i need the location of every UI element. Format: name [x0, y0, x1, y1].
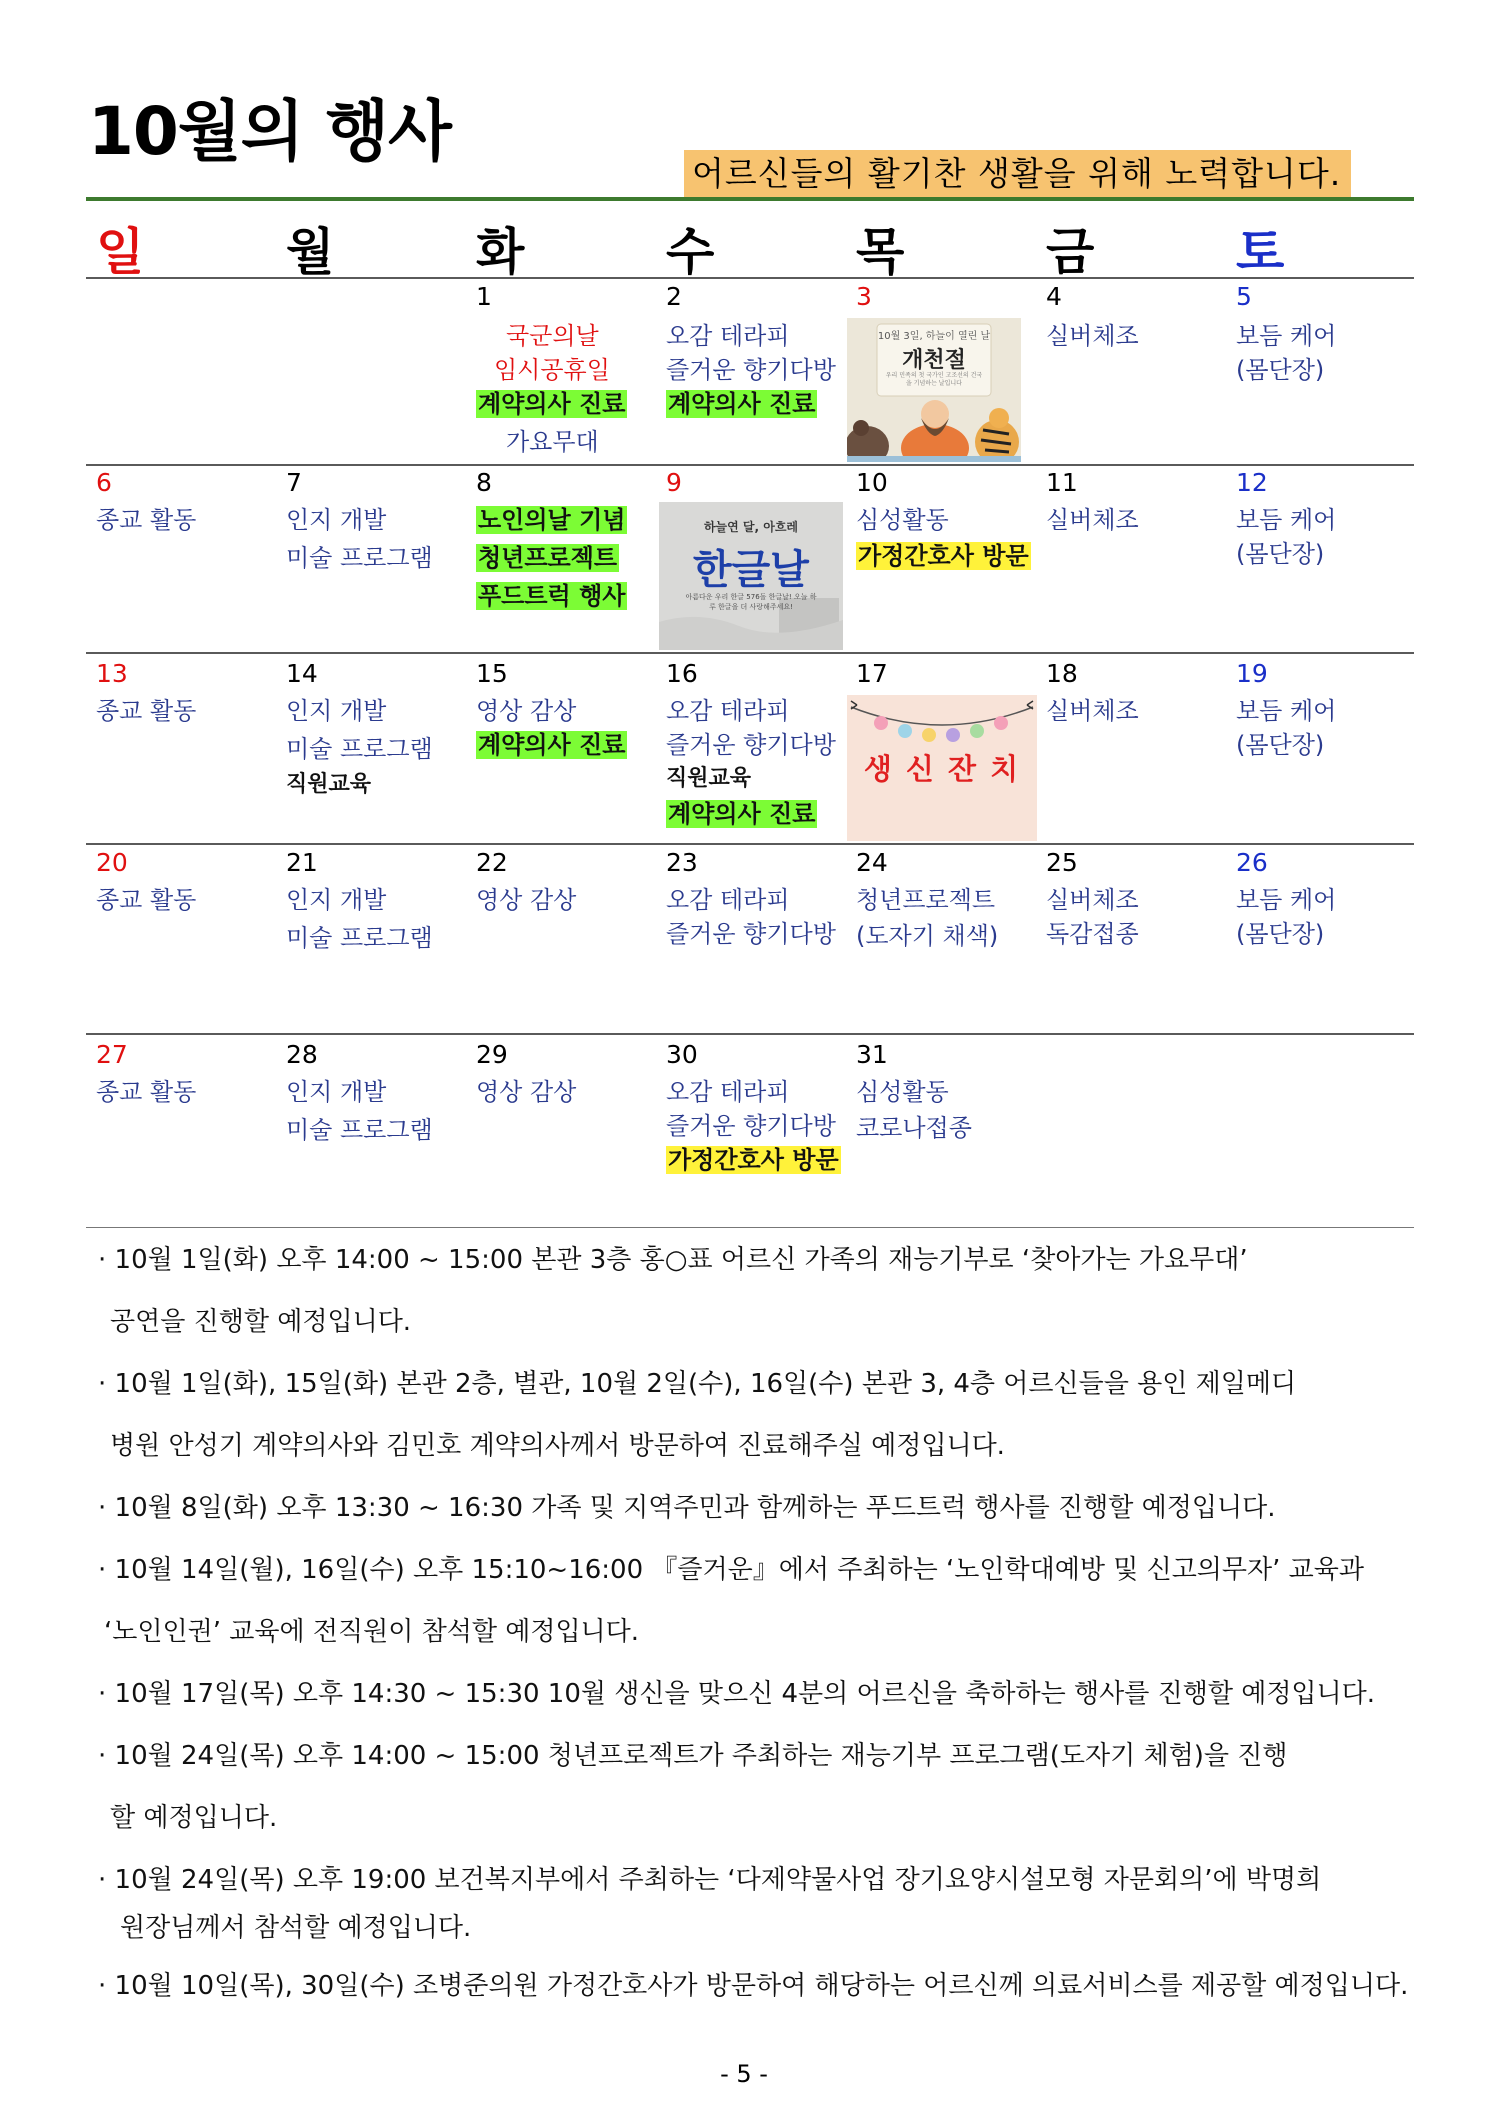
day-cell — [276, 1040, 466, 1220]
event-item: 인지 개발 — [286, 886, 387, 914]
event-item: 미술 프로그램 — [286, 1116, 433, 1144]
gaecheonjeol-poster — [847, 318, 1021, 462]
day-number: 6 — [96, 468, 112, 497]
day-cell — [466, 659, 656, 843]
event-item: 인지 개발 — [286, 697, 387, 725]
poster-headline: 생 신 잔 치 — [863, 752, 1021, 786]
event-item: 오감 테라피 — [666, 697, 790, 725]
event-doctor: 계약의사 진료 — [478, 731, 626, 759]
event-item: 종교 활동 — [96, 506, 197, 534]
day-cell — [1226, 848, 1416, 1033]
event-item: 보듬 케어 — [1236, 697, 1337, 725]
event-item: 보듬 케어 — [1236, 322, 1337, 350]
weekday-fri: 금 — [1046, 223, 1095, 281]
event-item: 미술 프로그램 — [286, 544, 433, 572]
event-item: (몸단장) — [1236, 731, 1325, 759]
note-line: ‘노인인권’ 교육에 전직원이 참석할 예정입니다. — [104, 1617, 640, 1647]
row-divider — [86, 652, 1414, 654]
birthday-party-poster — [847, 695, 1037, 841]
row-divider — [86, 1033, 1414, 1035]
weekday-sun: 일 — [96, 223, 145, 281]
event-special: 청년프로젝트 — [478, 544, 618, 572]
day-cell — [466, 282, 656, 464]
event-doctor: 계약의사 진료 — [478, 390, 626, 418]
event-item: 즐거운 향기다방 — [666, 920, 836, 948]
event-item: 실버체조 — [1046, 506, 1139, 534]
event-item: 영상 감상 — [476, 886, 577, 914]
note-line: · 10월 17일(목) 오후 14:30 ~ 15:30 10월 생신을 맞으신 4분의 어르신을 축하하는 행사를 진행할 예정입니다. — [98, 1679, 1376, 1709]
day-cell — [86, 468, 276, 652]
note-line: · 10월 1일(화) 오후 14:00 ~ 15:00 본관 3층 홍○표 어르신 가족의 재능기부로 ‘찾아가는 가요무대’ — [98, 1245, 1248, 1275]
event-doctor: 계약의사 진료 — [668, 390, 816, 418]
day-cell — [656, 468, 846, 652]
note-line: · 10월 24일(목) 오후 14:00 ~ 15:00 청년프로젝트가 주최하는 재능기부 프로그램(도자기 체험)을 진행 — [98, 1741, 1288, 1771]
weekday-tue: 화 — [476, 223, 525, 281]
event-staff: 직원교육 — [666, 766, 752, 791]
day-number: 31 — [856, 1040, 888, 1069]
day-number: 15 — [476, 659, 508, 688]
note-line: · 10월 1일(화), 15일(화) 본관 2층, 별관, 10월 2일(수), 16일(수) 본관 3, 4층 어르신들을 용인 제일메디 — [98, 1369, 1297, 1399]
day-number: 20 — [96, 848, 128, 877]
event-item: 오감 테라피 — [666, 886, 790, 914]
event-item: 종교 활동 — [96, 697, 197, 725]
day-number: 27 — [96, 1040, 128, 1069]
event-item: 즐거운 향기다방 — [666, 1112, 836, 1140]
event-item: 미술 프로그램 — [286, 735, 433, 763]
day-number: 2 — [666, 282, 682, 311]
day-cell — [86, 1040, 276, 1220]
calendar-week — [86, 468, 1414, 652]
poster-headline: 개천절 — [902, 348, 966, 373]
title-rule — [86, 197, 1414, 201]
day-number: 11 — [1046, 468, 1078, 497]
event-item: 청년프로젝트 — [856, 886, 996, 914]
day-number: 23 — [666, 848, 698, 877]
day-number: 21 — [286, 848, 318, 877]
day-number: 4 — [1046, 282, 1062, 311]
day-cell — [86, 659, 276, 843]
page-title: 10월의 행사 — [88, 93, 451, 170]
day-number: 8 — [476, 468, 492, 497]
event-notes — [86, 1227, 1414, 2001]
event-item: 인지 개발 — [286, 1078, 387, 1106]
day-number: 12 — [1236, 468, 1268, 497]
event-holiday: 임시공휴일 — [494, 356, 610, 384]
event-item: 보듬 케어 — [1236, 506, 1337, 534]
day-cell — [1036, 848, 1226, 1033]
day-number: 28 — [286, 1040, 318, 1069]
day-cell — [846, 468, 1036, 652]
day-cell — [846, 282, 1036, 464]
day-number: 13 — [96, 659, 128, 688]
event-special: 노인의날 기념 — [478, 506, 626, 534]
event-item: (도자기 채색) — [856, 922, 999, 950]
hangulnal-poster — [659, 502, 843, 650]
day-number: 30 — [666, 1040, 698, 1069]
day-cell — [276, 659, 466, 843]
event-item: 심성활동 — [856, 1078, 949, 1106]
day-number: 5 — [1236, 282, 1252, 311]
weekday-header — [86, 212, 1414, 281]
event-nurse: 가정간호사 방문 — [858, 542, 1029, 570]
note-line: · 10월 14일(월), 16일(수) 오후 15:10~16:00 『즐거운』에서 주최하는 ‘노인학대예방 및 신고의무자’ 교육과 — [98, 1555, 1365, 1585]
calendar-week — [86, 659, 1414, 843]
day-cell — [1036, 468, 1226, 652]
event-nurse: 가정간호사 방문 — [668, 1146, 839, 1174]
event-item: 오감 테라피 — [666, 1078, 790, 1106]
event-item: 실버체조 — [1046, 322, 1139, 350]
note-line: · 10월 8일(화) 오후 13:30 ~ 16:30 가족 및 지역주민과 함께하는 푸드트럭 행사를 진행할 예정입니다. — [98, 1493, 1276, 1523]
day-cell — [466, 848, 656, 1033]
event-doctor: 계약의사 진료 — [668, 800, 816, 828]
event-item: 보듬 케어 — [1236, 886, 1337, 914]
note-line: 공연을 진행할 예정입니다. — [110, 1307, 412, 1337]
day-number: 29 — [476, 1040, 508, 1069]
event-item: 코로나접종 — [856, 1114, 972, 1142]
day-cell — [1036, 282, 1226, 464]
day-cell — [846, 1040, 1036, 1220]
day-number: 9 — [666, 468, 682, 497]
day-number: 25 — [1046, 848, 1078, 877]
day-cell — [1226, 282, 1416, 464]
day-cell — [656, 848, 846, 1033]
event-item: 오감 테라피 — [666, 322, 790, 350]
event-staff: 직원교육 — [286, 772, 372, 797]
day-cell — [1226, 468, 1416, 652]
day-cell — [1226, 659, 1416, 843]
note-line: 병원 안성기 계약의사와 김민호 계약의사께서 방문하여 진료해주실 예정입니다. — [110, 1431, 1005, 1461]
page-subtitle: 어르신들의 활기찬 생활을 위해 노력합니다. — [684, 150, 1351, 198]
event-item: 영상 감상 — [476, 697, 577, 725]
day-cell — [656, 282, 846, 464]
event-item: 미술 프로그램 — [286, 924, 433, 952]
weekday-wed: 수 — [666, 223, 715, 281]
event-item: 종교 활동 — [96, 1078, 197, 1106]
event-holiday: 국군의날 — [506, 322, 599, 350]
event-item: 실버체조 — [1046, 697, 1139, 725]
weekday-thu: 목 — [856, 223, 905, 281]
event-item: 종교 활동 — [96, 886, 197, 914]
event-item: 독감접종 — [1046, 920, 1139, 948]
day-number: 18 — [1046, 659, 1078, 688]
day-number: 7 — [286, 468, 302, 497]
row-divider — [86, 277, 1414, 279]
note-line: · 10월 24일(목) 오후 19:00 보건복지부에서 주최하는 ‘다제약물사업 장기요양시설모형 자문회의’에 박명희 — [98, 1865, 1322, 1895]
day-number: 22 — [476, 848, 508, 877]
poster-caption: 하늘연 달, 아흐레 — [703, 520, 799, 534]
event-item: 실버체조 — [1046, 886, 1139, 914]
event-item: 심성활동 — [856, 506, 949, 534]
weekday-mon: 월 — [286, 223, 335, 281]
weekday-sat: 토 — [1236, 223, 1285, 281]
page-number: - 5 - — [720, 2060, 768, 2088]
day-cell — [846, 659, 1036, 843]
note-line: 원장님께서 참석할 예정입니다. — [120, 1913, 472, 1943]
event-item: (몸단장) — [1236, 356, 1325, 384]
day-cell — [656, 659, 846, 843]
day-number: 14 — [286, 659, 318, 688]
day-cell — [276, 468, 466, 652]
row-divider — [86, 464, 1414, 466]
poster-body: 아름다운 우리 한글 576돌 한글날! 오늘 하루 한글을 더 사랑해주세요! — [685, 593, 817, 611]
event-item: (몸단장) — [1236, 920, 1325, 948]
day-cell — [1036, 659, 1226, 843]
day-cell — [466, 468, 656, 652]
day-number: 1 — [476, 282, 492, 311]
day-cell — [846, 848, 1036, 1033]
day-number: 3 — [856, 282, 872, 311]
calendar-week — [86, 848, 1414, 1033]
day-number: 26 — [1236, 848, 1268, 877]
poster-caption: 10월 3일, 하늘이 열린 날 — [877, 331, 991, 342]
poster-body: 우리 민족의 첫 국가인 고조선의 건국을 기념하는 날입니다 — [885, 372, 983, 387]
day-cell — [276, 848, 466, 1033]
day-cell — [86, 848, 276, 1033]
event-item: 인지 개발 — [286, 506, 387, 534]
poster-headline: 한글날 — [693, 546, 809, 593]
day-number: 24 — [856, 848, 888, 877]
note-line: · 10월 10일(목), 30일(수) 조병준의원 가정간호사가 방문하여 해당하는 어르신께 의료서비스를 제공할 예정입니다. — [98, 1971, 1409, 2001]
event-item: (몸단장) — [1236, 540, 1325, 568]
day-cell — [656, 1040, 846, 1220]
event-item: 가요무대 — [506, 428, 599, 456]
day-number: 16 — [666, 659, 698, 688]
row-divider — [86, 843, 1414, 845]
day-number: 17 — [856, 659, 888, 688]
day-number: 10 — [856, 468, 888, 497]
event-item: 즐거운 향기다방 — [666, 356, 836, 384]
calendar-week — [86, 1040, 1414, 1220]
day-number: 19 — [1236, 659, 1268, 688]
event-special: 푸드트럭 행사 — [478, 582, 626, 610]
event-item: 영상 감상 — [476, 1078, 577, 1106]
calendar-week — [86, 282, 1414, 464]
day-cell — [466, 1040, 656, 1220]
event-item: 즐거운 향기다방 — [666, 731, 836, 759]
note-line: 할 예정입니다. — [110, 1803, 278, 1833]
